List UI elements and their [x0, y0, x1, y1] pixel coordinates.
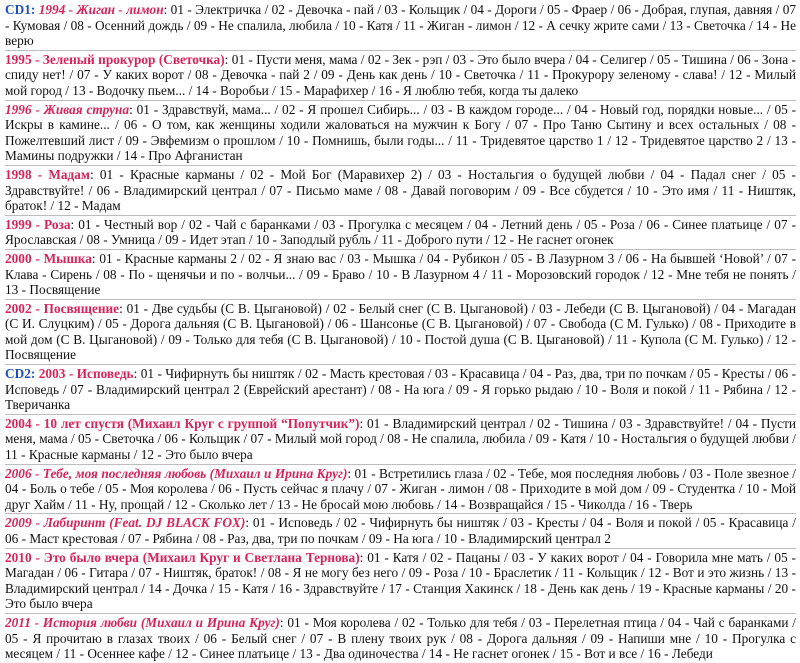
album-block: CD1: 1994 - Жиган - лимон: 01 - Электричка / 02 - Девочка - пай / 03 - Кольщик / 04 - Дороги / 05 - Фраер / 06 - Добрая, глупая, давняя / 07 - Кумовая / 08 - Осенний дождь / 09 - Не спалила, любила / 10 - Катя / 11 - Жиган - лимон / 12 - А сечку жрите сами / 13 - Светочка / 14 - Не верю [5, 1, 796, 51]
album-title: 1994 - Жиган - лимон [38, 2, 164, 17]
album-block: 2010 - Это было вчера (Михаил Круг и Светлана Тернова): 01 - Катя / 02 - Пацаны / 03 - У каких ворот / 04 - Говорила мне мать / 05 - Магадан / 06 - Гитара / 07 - Ништяк, браток! / 08 - Я не могу без него / 09 - Роза / 10 - Браслетик / 11 - Кольщик / 12 - Вот и это жизнь / 13 - Владимирский централ / 14 - Дочка / 15 - Катя / 16 - Здравствуйте / 17 - Станция Хакинск / 18 - День как день / 19 - Красные карманы / 20 - Это было вчера [5, 549, 796, 614]
album-title: 2004 - 10 лет спустя (Михаил Круг с группой “Попутчик”) [5, 415, 360, 431]
track-list: 01 - Честный вор / 02 - Чай с баранками / 03 - Прогулка с месяцем / 04 - Летний день / 05 - Роза / 06 - Синее платьице / 07 - Ярославская / 08 - Умница / 09 - Идет этап / 10 - Заподлый рубль / 11 - Доброго пути / 12 - Не гаснет огонек [5, 216, 796, 248]
track-list: 01 - Моя королева / 02 - Только для тебя / 03 - Перелетная птица / 04 - Чай с баранками / 05 - Я прочитаю в глазах твоих / 06 - Белый снег / 07 - В плену твоих рук / 08 - Дорога дальняя / 09 - Напиши мне / 10 - Прогулка с месяцем / 11 - Осеннее кафе / 12 - Синее платьице / 13 - Два одиночества / 14 - Не гаснет огонек / 15 - Вот и все / 16 - Лебеди [5, 614, 796, 662]
album-block: 2002 - Посвящение: 01 - Две судьбы (С В. Цыгановой) / 02 - Белый снег (С В. Цыгановой) / 03 - Лебеди (С В. Цыгановой) / 04 - Магадан (С И. Слуцким) / 05 - Дорога дальняя (С В. Цыгановой) / 06 - Шансонье (С В. Цыгановой) / 07 - Свобода (С М. Гулько) / 08 - Приходите в мой дом (С В. Цыгановой) / 09 - Только для тебя (С В. Цыгановой) / 10 - Постой душа (С В. Цыгановой) / 11 - Купола (С М. Гулько) / 12 - Посвящение [5, 300, 796, 365]
track-list: 01 - Красные карманы / 02 - Мой Бог (Маравихер 2) / 03 - Ностальгия о будущей любви / 04 - Падал снег / 05 - Здравствуйте! / 06 - Владимирский централ / 07 - Письмо маме / 08 - Давай поговорим / 09 - Все сбудется / 10 - Это имя / 11 - Ништяк, браток! / 12 - Мадам [5, 166, 796, 214]
album-block: 2004 - 10 лет спустя (Михаил Круг с группой “Попутчик”): 01 - Владимирский централ / 02 - Тишина / 03 - Здравствуйте! / 04 - Пусти меня, мама / 05 - Светочка / 06 - Кольщик / 07 - Милый мой город / 08 - Не спалила, любила / 09 - Катя / 10 - Ностальгия о будущей любви / 11 - Красные карманы / 12 - Это было вчера [5, 415, 796, 465]
album-block: 1996 - Живая струна: 01 - Здравствуй, мама... / 02 - Я прошел Сибирь... / 03 - В каждом городе... / 04 - Новый год, порядки новые... / 05 - Искры в камине... / 06 - О том, как женщины ходили жаловаться на мужчин к Богу / 07 - Про Таню Сытину и всех остальных / 08 - Пожелтевший лист / 09 - Эвфемизм о прошлом / 10 - Помнишь, были годы... / 11 - Тридевятое царство 1 / 12 - Тридевятое царство 2 / 13 - Мамины подружки / 14 - Про Афганистан [5, 101, 796, 166]
album-title: 2010 - Это было вчера (Михаил Круг и Светлана Тернова) [5, 549, 360, 565]
album-title: 2002 - Посвящение [5, 300, 120, 316]
album-title: 2003 - Исповедь [38, 366, 134, 382]
album-title: 2009 - Лабиринт (Feat. DJ BLACK FOX) [5, 515, 246, 531]
album-title: 1996 - Живая струна [5, 101, 130, 117]
album-block: 2006 - Тебе, моя последняя любовь (Михаил и Ирина Круг): 01 - Встретились глаза / 02 - Тебе, моя последняя любовь / 03 - Поле звезное / 04 - Боль о тебе / 05 - Моя королева / 06 - Пусть сейчас я плачу / 07 - Жиган - лимон / 08 - Приходите в мой дом / 09 - Студентка / 10 - Мой друг Хайм / 11 - Ну, прощай / 12 - Сколько лет / 13 - Не бросай мою любовь / 14 - Возвращайся / 15 - Чиколда / 16 - Тверь [5, 465, 796, 515]
track-list: 01 - Встретились глаза / 02 - Тебе, моя последняя любовь / 03 - Поле звезное / 04 - Боль о тебе / 05 - Моя королева / 06 - Пусть сейчас я плачу / 07 - Жиган - лимон / 08 - Приходите в мой дом / 09 - Студентка / 10 - Мой друг Хайм / 11 - Ну, прощай / 12 - Сколько лет / 13 - Не бросай мою любовь / 14 - Возвращайся / 15 - Чиколда / 16 - Тверь [5, 465, 796, 512]
album-block: CD2: 2003 - Исповедь: 01 - Чифирнуть бы ништяк / 02 - Масть крестовая / 03 - Красавица / 04 - Раз, два, три по почкам / 05 - Кресты / 06 - Исповедь / 07 - Владимирский централ 2 (Еврейский арестант) / 08 - На юга / 09 - Я горько рыдаю / 10 - Воля и покой / 11 - Рябина / 12 - Тверичанка [5, 365, 796, 415]
track-list: 01 - Исповедь / 02 - Чифирнуть бы ништяк / 03 - Кресты / 04 - Воля и покой / 05 - Красавица / 06 - Маст крестовая / 07 - Рябина / 08 - Раз, два, три по почкам / 09 - На юга / 10 - Владимирский централ 2 [5, 515, 796, 546]
album-title: 2006 - Тебе, моя последняя любовь (Михаил и Ирина Круг) [5, 465, 348, 481]
track-list: 01 - Электричка / 02 - Девочка - пай / 03 - Кольщик / 04 - Дороги / 05 - Фраер / 06 - Добрая, глупая, давняя / 07 - Кумовая / 08 - Осенний дождь / 09 - Не спалила, любила / 10 - Катя / 11 - Жиган - лимон / 12 - А сечку жрите сами / 13 - Светочка / 14 - Не верю [5, 2, 796, 49]
album-block: 1995 - Зеленый прокурор (Светочка): 01 - Пусти меня, мама / 02 - Зек - рэп / 03 - Это было вчера / 04 - Селигер / 05 - Тишина / 06 - Зона - спиду нет! / 07 - У каких ворот / 08 - Девочка - пай 2 / 09 - День как день / 10 - Светочка / 11 - Прокурору зеленому - слава! / 12 - Милый мой город / 13 - Водочку пьем... / 14 - Воробьи / 15 - Марафихер / 16 - Я люблю тебя, когда ты далеко [5, 51, 796, 101]
album-title: 1998 - Мадам [5, 166, 90, 182]
album-title: 1995 - Зеленый прокурор (Светочка) [5, 51, 225, 67]
album-title: 2000 - Мышка [5, 250, 92, 266]
track-list: 01 - Две судьбы (С В. Цыгановой) / 02 - Белый снег (С В. Цыгановой) / 03 - Лебеди (С В. Цыгановой) / 04 - Магадан (С И. Слуцким) / 05 - Дорога дальняя (С В. Цыгановой) / 06 - Шансонье (С В. Цыгановой) / 07 - Свобода (С М. Гулько) / 08 - Приходите в мой дом (С В. Цыгановой) / 09 - Только для тебя (С В. Цыгановой) / 10 - Постой душа (С В. Цыгановой) / 11 - Купола (С М. Гулько) / 12 - Посвящение [5, 300, 796, 363]
cd-label: CD2: [5, 366, 36, 382]
album-block: 2000 - Мышка: 01 - Красные карманы 2 / 02 - Я знаю вас / 03 - Мышка / 04 - Рубикон / 05 - В Лазурном 3 / 06 - На бывшей ‘Новой’ / 07 - Клава - Сирень / 08 - По - щенячьи и по - волчьи... / 09 - Браво / 10 - В Лазурном 4 / 11 - Морозовский городок / 12 - Мне тебя не понять / 13 - Посвящение [5, 250, 796, 300]
album-block: 2009 - Лабиринт (Feat. DJ BLACK FOX): 01 - Исповедь / 02 - Чифирнуть бы ништяк / 03 - Кресты / 04 - Воля и покой / 05 - Красавица / 06 - Маст крестовая / 07 - Рябина / 08 - Раз, два, три по почкам / 09 - На юга / 10 - Владимирский централ 2 [5, 514, 796, 548]
cd-label: CD1: [5, 2, 36, 17]
album-title: 2011 - История любви (Михаил и Ирина Круг) [5, 614, 280, 630]
album-block: 2011 - История любви (Михаил и Ирина Круг): 01 - Моя королева / 02 - Только для тебя / 03 - Перелетная птица / 04 - Чай с баранками / 05 - Я прочитаю в глазах твоих / 06 - Белый снег / 07 - В плену твоих рук / 08 - Дорога дальняя / 09 - Напиши мне / 10 - Прогулка с месяцем / 11 - Осеннее кафе / 12 - Синее платьице / 13 - Два одиночества / 14 - Не гаснет огонек / 15 - Вот и все / 16 - Лебеди [5, 614, 796, 662]
album-title: 1999 - Роза [5, 216, 71, 232]
track-list: 01 - Чифирнуть бы ништяк / 02 - Масть крестовая / 03 - Красавица / 04 - Раз, два, три по почкам / 05 - Кресты / 06 - Исповедь / 07 - Владимирский централ 2 (Еврейский арестант) / 08 - На юга / 09 - Я горько рыдаю / 10 - Воля и покой / 11 - Рябина / 12 - Тверичанка [5, 366, 796, 413]
album-block: 1999 - Роза: 01 - Честный вор / 02 - Чай с баранками / 03 - Прогулка с месяцем / 04 - Летний день / 05 - Роза / 06 - Синее платьице / 07 - Ярославская / 08 - Умница / 09 - Идет этап / 10 - Заподлый рубль / 11 - Доброго пути / 12 - Не гаснет огонек [5, 216, 796, 250]
track-list: 01 - Катя / 02 - Пацаны / 03 - У каких ворот / 04 - Говорила мне мать / 05 - Магадан / 06 - Гитара / 07 - Ништяк, браток! / 08 - Я не могу без него / 09 - Роза / 10 - Браслетик / 11 - Кольщик / 12 - Вот и это жизнь / 13 - Владимирский централ / 14 - Дочка / 15 - Катя / 16 - Здравствуйте / 17 - Станция Хакинск / 18 - День как день / 19 - Красные карманы / 20 - Это было вчера [5, 549, 796, 612]
track-list: 01 - Красные карманы 2 / 02 - Я знаю вас / 03 - Мышка / 04 - Рубикон / 05 - В Лазурном 3 / 06 - На бывшей ‘Новой’ / 07 - Клава - Сирень / 08 - По - щенячьи и по - волчьи... / 09 - Браво / 10 - В Лазурном 4 / 11 - Морозовский городок / 12 - Мне тебя не понять / 13 - Посвящение [5, 250, 797, 298]
track-list: 01 - Владимирский централ / 02 - Тишина / 03 - Здравствуйте! / 04 - Пусти меня, мама / 05 - Светочка / 06 - Кольщик / 07 - Милый мой город / 08 - Не спалила, любила / 09 - Катя / 10 - Ностальгия о будущей любви / 11 - Красные карманы / 12 - Это было вчера [5, 415, 796, 463]
track-list: 01 - Здравствуй, мама... / 02 - Я прошел Сибирь... / 03 - В каждом городе... / 04 - Новый год, порядки новые... / 05 - Искры в камине... / 06 - О том, как женщины ходили жаловаться на мужчин к Богу / 07 - Про Таню Сытину и всех остальных / 08 - Пожелтевший лист / 09 - Эвфемизм о прошлом / 10 - Помнишь, были годы... / 11 - Тридевятое царство 1 / 12 - Тридевятое царство 2 / 13 - Мамины подружки / 14 - Про Афганистан [5, 101, 797, 164]
track-list: 01 - Пусти меня, мама / 02 - Зек - рэп / 03 - Это было вчера / 04 - Селигер / 05 - Тишина / 06 - Зона - спиду нет! / 07 - У каких ворот / 08 - Девочка - пай 2 / 09 - День как день / 10 - Светочка / 11 - Прокурору зеленому - слава! / 12 - Милый мой город / 13 - Водочку пьем... / 14 - Воробьи / 15 - Марафихер / 16 - Я люблю тебя, когда ты далеко [5, 51, 796, 98]
album-block: 1998 - Мадам: 01 - Красные карманы / 02 - Мой Бог (Маравихер 2) / 03 - Ностальгия о будущей любви / 04 - Падал снег / 05 - Здравствуйте! / 06 - Владимирский централ / 07 - Письмо маме / 08 - Давай поговорим / 09 - Все сбудется / 10 - Это имя / 11 - Ништяк, браток! / 12 - Мадам [5, 166, 796, 216]
